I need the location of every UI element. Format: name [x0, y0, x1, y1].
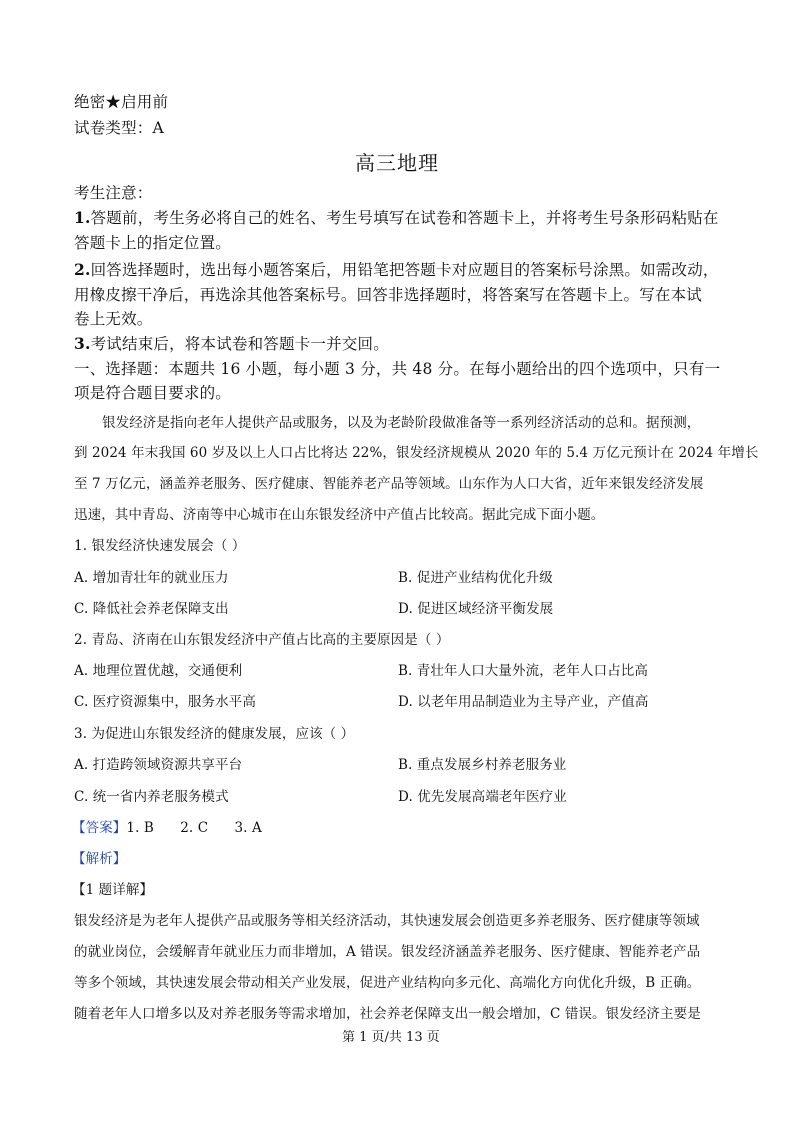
- question-3-option-c: C. 统一省内养老服务模式: [74, 789, 229, 805]
- detail-tag: 【1 题详解】: [72, 882, 154, 898]
- passage-line-3: 至 7 万亿元，涵盖养老服务、医疗健康、智能养老产品等领域。山东作为人口大省，近年来银发经济发展: [74, 476, 704, 492]
- question-1-option-a: A. 增加青壮年的就业压力: [74, 570, 229, 586]
- detail-line-1: 银发经济是为老年人提供产品或服务等相关经济活动，其快速发展会创造更多养老服务、医疗健康等领域: [74, 913, 700, 929]
- section-heading: 一、选择题：本题共 16 小题，每小题 3 分，共 48 分。在每小题给出的四个选项中，只有一: [74, 360, 721, 378]
- page-footer: 第 1 页/共 13 页: [342, 1030, 440, 1045]
- question-2-option-c: C. 医疗资源集中，服务水平高: [74, 694, 256, 710]
- secret-label: 绝密★启用前: [74, 93, 169, 111]
- question-3-option-b: B. 重点发展乡村养老服务业: [398, 757, 567, 773]
- answer-row: [72, 816, 262, 836]
- notice-item-2-cont-1: 用橡皮擦干净后，再选涂其他答案标号。回答非选择题时，将答案写在答题卡上。写在本试: [74, 286, 703, 304]
- analysis-tag: 【解析】: [72, 851, 127, 867]
- passage-line-4: 迅速，其中青岛、济南等中心城市在山东银发经济中产值占比较高。据此完成下面小题。: [74, 507, 605, 523]
- detail-line-3: 等多个领域，其快速发展会带动相关产业发展，促进产业结构向多元化、高端化方向优化升级，B 正确。: [74, 975, 701, 991]
- question-1-option-b: B. 促进产业结构优化升级: [398, 570, 553, 586]
- detail-line-4: 随着老年人口增多以及对养老服务等需求增加，社会养老保障支出一般会增加，C 错误。银发经济主要是: [74, 1006, 701, 1022]
- section-heading-cont: 项是符合题目要求的。: [74, 384, 232, 402]
- question-2-option-b: B. 青壮年人口大量外流，老年人口占比高: [398, 663, 649, 679]
- question-1-option-d: D. 促进区域经济平衡发展: [398, 601, 554, 617]
- question-1-stem: 1. 银发经济快速发展会（ ）: [74, 538, 246, 554]
- passage-line-1: 银发经济是指向老年人提供产品或服务，以及为老龄阶段做准备等一系列经济活动的总和。据预测，: [102, 415, 701, 431]
- notice-item-1-text: 答题前，考生务必将自己的姓名、考生号填写在试卷和答题卡上，并将考生号条形码粘贴在: [90, 209, 719, 227]
- notice-item-1: [74, 206, 719, 228]
- notice-item-2-text: 回答选择题时，选出每小题答案后，用铅笔把答题卡对应题目的答案标号涂黑。如需改动，: [90, 261, 719, 279]
- question-1-option-c: C. 降低社会养老保障支出: [74, 601, 229, 617]
- passage-line-2: 到 2024 年末我国 60 岁及以上人口占比将达 22%，银发经济规模从 2020 年的 5.4 万亿元预计在 2024 年增长: [74, 445, 759, 461]
- question-2-stem: 2. 青岛、济南在山东银发经济中产值占比高的主要原因是（ ）: [74, 632, 450, 648]
- question-2-option-a: A. 地理位置优越，交通便利: [74, 663, 243, 679]
- notice-item-3: [74, 332, 389, 354]
- notice-item-3-text: 考试结束后，将本试卷和答题卡一并交回。: [90, 335, 389, 353]
- page-title: 高三地理: [355, 151, 439, 175]
- notice-item-2-number: 2.: [74, 260, 91, 279]
- detail-line-2: 的就业岗位，会缓解青年就业压力而非增加，A 错误。银发经济涵盖养老服务、医疗健康、智能养老产品: [74, 944, 701, 960]
- answer-values: 1. B 2. C 3. A: [126, 820, 262, 836]
- notice-item-3-number: 3.: [74, 334, 91, 353]
- notice-item-1-number: 1.: [74, 208, 91, 227]
- question-3-option-a: A. 打造跨领域资源共享平台: [74, 757, 243, 773]
- notice-item-2: [74, 258, 719, 280]
- question-2-option-d: D. 以老年用品制造业为主导产业，产值高: [398, 694, 649, 710]
- answer-tag: 【答案】: [72, 820, 127, 836]
- question-3-option-d: D. 优先发展高端老年医疗业: [398, 789, 567, 805]
- paper-type-label: 试卷类型：A: [74, 119, 164, 137]
- notice-item-2-cont-2: 卷上无效。: [74, 310, 153, 328]
- question-3-stem: 3. 为促进山东银发经济的健康发展，应该（ ）: [74, 726, 355, 742]
- notice-item-1-cont: 答题卡上的指定位置。: [74, 234, 232, 252]
- notice-heading: 考生注意：: [74, 184, 153, 202]
